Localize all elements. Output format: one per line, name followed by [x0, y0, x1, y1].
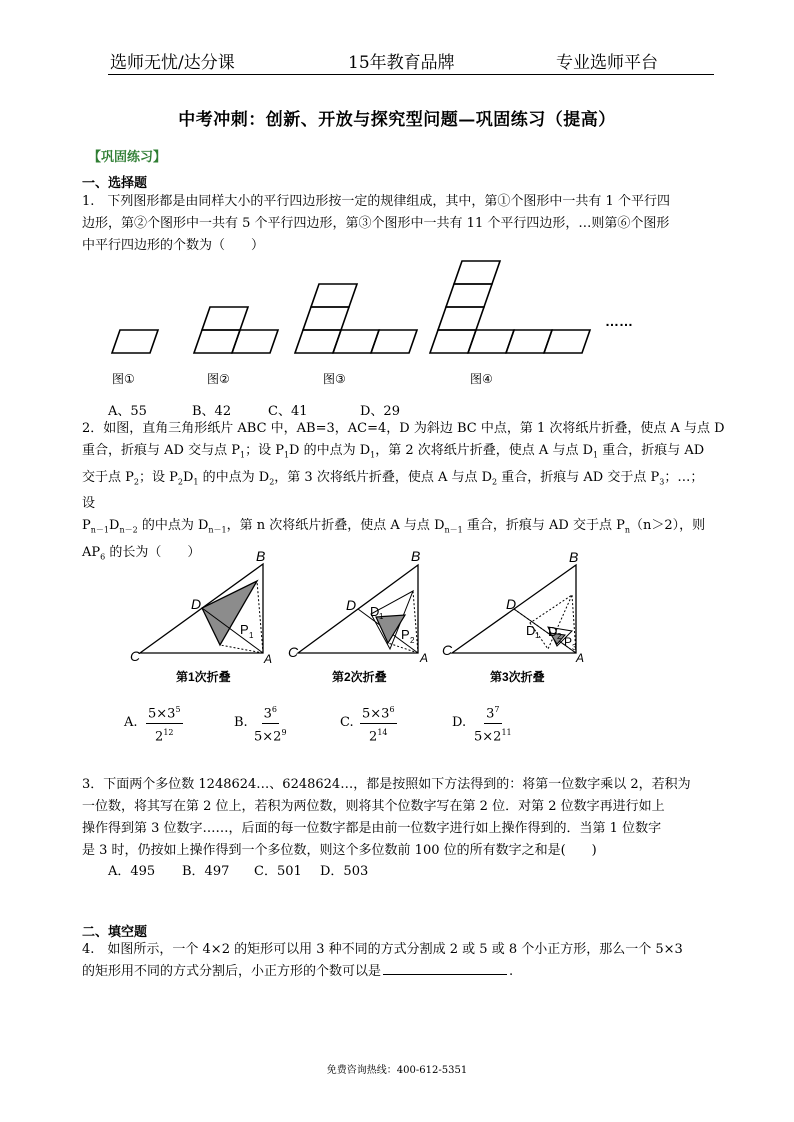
q2-line: $AP_6$ 的长为（ ） [82, 544, 201, 562]
q2-option-d-fraction: $\frac{3^7}{5\times 2^{11}}$ [472, 702, 514, 746]
svg-text:1: 1 [379, 612, 384, 621]
q3-text [82, 774, 712, 862]
svg-text:D: D [370, 604, 380, 619]
section-fill: 二、填空题 [82, 925, 148, 940]
q2-line: 交于点 $P_2$；设 $P_2D_1$ 的中点为 $D_2$，第 3 次将纸片折叠，使点 A 与点 $D_2$ 重合，折痕与 AD 交于点 $P_3$；…； [82, 469, 704, 487]
q2-fold-figures [120, 545, 590, 690]
fold-caption-3: 第3次折叠 [490, 670, 545, 684]
q2-line: $P_{n-1}D_{n-2}$ 的中点为 $D_{n-1}$，第 n 次将纸片折叠，使点 A 与点 $D_{n-1}$ 重合，折痕与 AD 交于点 $P_n(n>2)$，则 [82, 518, 706, 535]
header-platform: 专业选师平台 [556, 53, 658, 73]
header-slogan: 15年教育品牌 [348, 53, 455, 73]
page-footer: 免费咨询热线：400-612-5351 [326, 1065, 468, 1076]
svg-text:2: 2 [557, 632, 562, 641]
svg-text:C: C [442, 642, 453, 658]
q1-option-a: A、55 [108, 404, 147, 419]
q3-line: 一位数，将其写在第 2 位上，若积为两位数，则将其个位数字写在第 2 位．对第 2 位数字再进行如上 [82, 799, 665, 814]
q2-option-c-fraction: $\frac{5\times 3^6}{2^{14}}$ [360, 702, 397, 746]
q4-line: 4. 如图所示，一个 4×2 的矩形可以用 3 种不同的方式分割成 2 或 5 或 8 个小正方形，那么一个 5×3 [82, 942, 683, 957]
q1-figures [100, 250, 660, 400]
q1-ellipsis: …… [605, 313, 633, 329]
figure-1-shape [112, 330, 158, 353]
figure-2-shape [194, 307, 278, 353]
svg-text:C: C [288, 644, 299, 660]
q1-line: 中平行四边形的个数为（ ） [82, 238, 265, 253]
q3-option-a: A．495 [108, 864, 156, 879]
page-header [110, 48, 720, 74]
fold-caption-1: 第1次折叠 [176, 670, 231, 684]
q3-option-d: D．503 [320, 864, 369, 879]
q1-line: 1. 下列图形都是由同样大小的平行四边形按一定的规律组成，其中，第①个图形中一共有 1 个平行四 [82, 194, 670, 209]
q4-line: 的矩形用不同的方式分割后，小正方形的个数可以是 . [82, 964, 514, 979]
svg-text:1: 1 [535, 631, 540, 640]
svg-text:C: C [130, 648, 141, 664]
q4-text [82, 939, 712, 983]
svg-text:A: A [420, 651, 429, 665]
svg-text:D: D [191, 596, 202, 612]
q1-option-c: C、41 [268, 404, 308, 419]
svg-text:P: P [564, 635, 573, 649]
practice-tag: 【巩固练习】 [88, 150, 167, 165]
figure-3-shape [295, 284, 417, 353]
q2-line: 2．如图，直角三角形纸片 ABC 中，AB=3，AC=4，D 为斜边 BC 中点，第 1 次将纸片折叠，使点 A 与点 D [82, 421, 725, 436]
svg-text:D: D [506, 596, 517, 612]
section-choice: 一、选择题 [82, 176, 148, 191]
header-brand: 选师无忧/达分课 [110, 53, 235, 73]
svg-text:D: D [526, 623, 536, 638]
fold-figure-1 [130, 548, 272, 666]
fold-figure-2 [288, 548, 428, 665]
q3-option-c: C．501 [254, 864, 302, 879]
svg-text:D: D [548, 624, 558, 639]
svg-text:D: D [346, 597, 357, 613]
fold-caption-2: 第2次折叠 [332, 670, 387, 684]
q1-text [82, 191, 712, 257]
svg-text:B: B [256, 548, 266, 564]
q2-options [0, 702, 794, 748]
fold-figure-3 [442, 549, 584, 665]
svg-text:1: 1 [249, 631, 254, 640]
q3-line: 操作得到第 3 位数字……，后面的每一位数字都是由前一位数字进行如上操作得到的．当第 1 位数字 [82, 821, 662, 836]
figure-label-4: 图④ [470, 372, 493, 386]
q2-line: 重合，折痕与 AD 交与点 $P_1$；设 $P_1D$ 的中点为 $D_1$，第 2 次将纸片折叠，使点 A 与点 $D_1$ 重合，折痕与 AD [82, 443, 705, 460]
svg-text:2: 2 [410, 636, 415, 645]
svg-text:P: P [401, 627, 410, 642]
q3-line: 是 3 时，仍按如上操作得到一个多位数，则这个多位数前 100 位的所有数字之和是( ) [82, 843, 597, 858]
q2-option-a-fraction: $\frac{5\times 3^5}{2^{12}}$ [146, 702, 183, 746]
figure-label-1: 图① [112, 372, 135, 386]
figure-label-3: 图③ [323, 372, 346, 386]
q3-line: 3．下面两个多位数 1248624…、6248624…，都是按照如下方法得到的：将第一位数字乘以 2，若积为 [82, 777, 691, 792]
q2-option-c-letter: C. [340, 715, 354, 730]
q3-option-b: B．497 [182, 864, 230, 879]
figure-4-shape [430, 261, 590, 353]
svg-text:B: B [411, 548, 421, 564]
svg-text:A: A [264, 652, 273, 666]
q1-line: 边形，第②个图形中一共有 5 个平行四边形，第③个图形中一共有 11 个平行四边形，…则第⑥个图形 [82, 216, 670, 231]
svg-text:A: A [576, 651, 585, 665]
q1-option-d: D、29 [360, 404, 400, 419]
q4-answer-blank[interactable] [383, 962, 507, 975]
svg-text:P: P [240, 622, 249, 637]
svg-text:B: B [569, 549, 579, 565]
header-divider [108, 74, 714, 75]
q2-option-a-letter: A. [124, 715, 138, 730]
svg-text:3: 3 [572, 643, 577, 652]
q2-option-b-fraction: $\frac{3^6}{5\times 2^9}$ [252, 702, 289, 746]
q2-option-b-letter: B. [234, 715, 248, 730]
q1-option-b: B、42 [192, 404, 232, 419]
q2-line: 设 [82, 496, 96, 512]
page-title: 中考冲刺：创新、开放与探究型问题—巩固练习（提高） [178, 110, 616, 130]
figure-label-2: 图② [207, 372, 230, 386]
q2-option-d-letter: D. [452, 715, 467, 730]
